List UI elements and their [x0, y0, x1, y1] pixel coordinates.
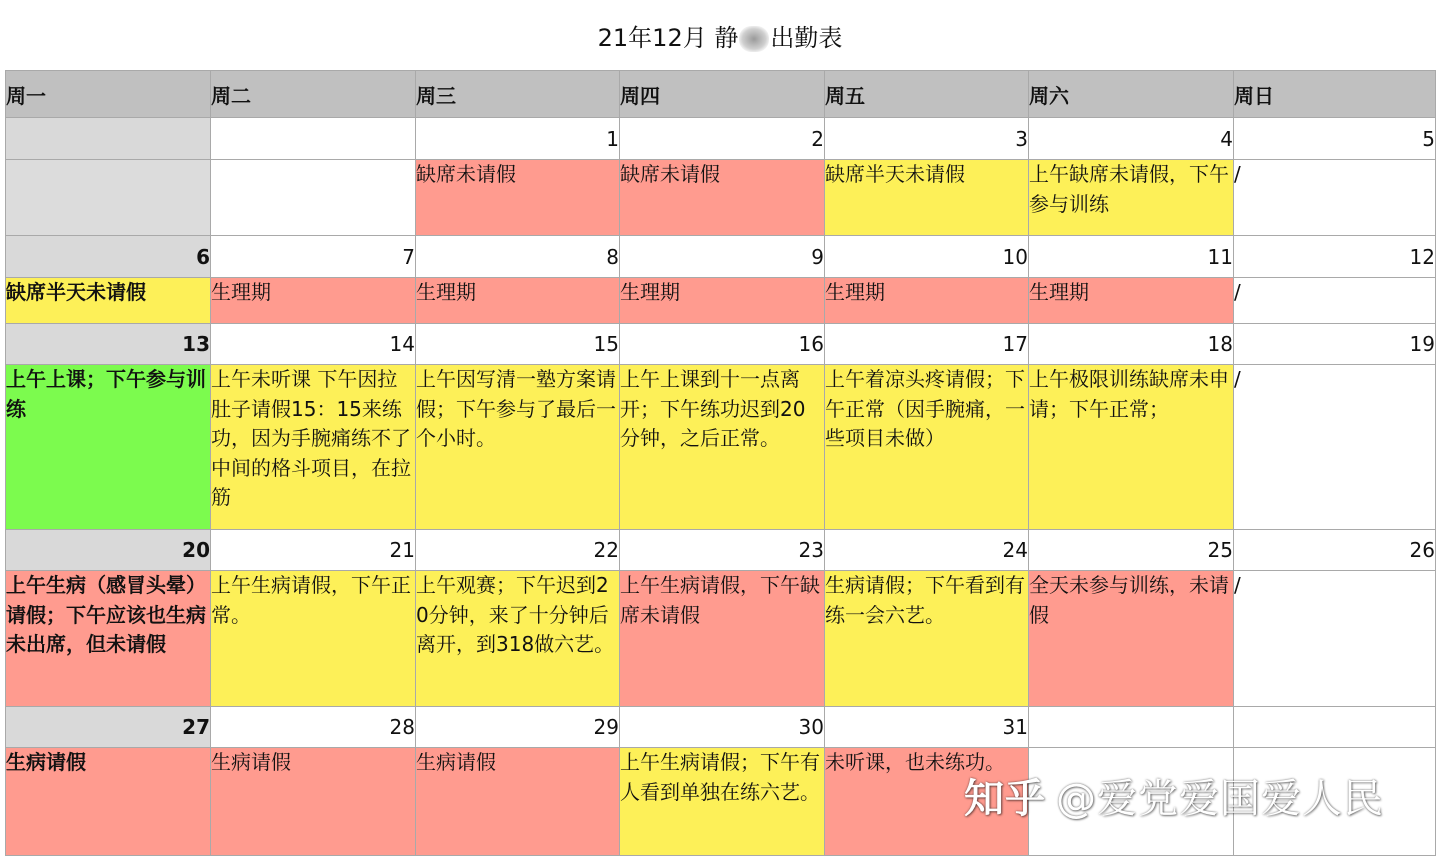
date-cell: 23	[620, 530, 825, 571]
attendance-note: 全天未参与训练，未请假	[1029, 571, 1234, 707]
attendance-note: 上午观赛；下午迟到20分钟，来了十分钟后离开，到318做六艺。	[416, 571, 620, 707]
title-prefix: 21年12月 静	[597, 24, 739, 52]
attendance-note: 缺席未请假	[416, 160, 620, 236]
attendance-calendar	[5, 70, 1436, 856]
date-cell: 28	[211, 707, 416, 748]
date-cell: 14	[211, 324, 416, 365]
weekday-header: 周一	[6, 71, 211, 118]
attendance-note: 上午着凉头疼请假；下午正常（因手腕痛，一些项目未做）	[825, 365, 1029, 530]
date-cell	[1234, 707, 1436, 748]
attendance-note: 生病请假	[416, 748, 620, 856]
date-cell: 25	[1029, 530, 1234, 571]
date-cell: 7	[211, 236, 416, 278]
date-cell: 29	[416, 707, 620, 748]
attendance-note: 上午生病请假，下午缺席未请假	[620, 571, 825, 707]
attendance-note: 上午未听课 下午因拉肚子请假15：15来练功，因为手腕痛练不了中间的格斗项目，在拉筋	[211, 365, 416, 530]
date-cell: 3	[825, 118, 1029, 160]
date-cell: 27	[6, 707, 211, 748]
attendance-note: 上午因写清一塾方案请假；下午参与了最后一个小时。	[416, 365, 620, 530]
attendance-note: /	[1234, 365, 1436, 530]
date-cell: 31	[825, 707, 1029, 748]
page-title	[0, 20, 1440, 56]
attendance-note: /	[1234, 160, 1436, 236]
attendance-note: 缺席未请假	[620, 160, 825, 236]
weekday-header: 周三	[416, 71, 620, 118]
date-cell: 16	[620, 324, 825, 365]
redaction-blur	[739, 26, 769, 52]
attendance-note: 上午生病请假，下午正常。	[211, 571, 416, 707]
attendance-note: 生理期	[620, 278, 825, 324]
date-cell: 9	[620, 236, 825, 278]
attendance-note: 生病请假	[211, 748, 416, 856]
date-cell: 4	[1029, 118, 1234, 160]
attendance-note: 生病请假；下午看到有练一会六艺。	[825, 571, 1029, 707]
attendance-note: 缺席半天未请假	[6, 278, 211, 324]
date-row	[6, 530, 1436, 571]
date-cell: 20	[6, 530, 211, 571]
note-row	[6, 571, 1436, 707]
date-cell: 22	[416, 530, 620, 571]
date-cell: 19	[1234, 324, 1436, 365]
attendance-note: 生理期	[825, 278, 1029, 324]
attendance-note: 上午生病请假；下午有人看到单独在练六艺。	[620, 748, 825, 856]
date-cell	[6, 118, 211, 160]
attendance-note: 生理期	[211, 278, 416, 324]
date-cell: 30	[620, 707, 825, 748]
date-cell: 18	[1029, 324, 1234, 365]
attendance-note: /	[1234, 278, 1436, 324]
date-cell: 21	[211, 530, 416, 571]
date-cell: 11	[1029, 236, 1234, 278]
weekday-header: 周六	[1029, 71, 1234, 118]
date-cell: 24	[825, 530, 1029, 571]
watermark-brand: 知乎	[964, 776, 1046, 822]
weekday-header: 周日	[1234, 71, 1436, 118]
weekday-header: 周四	[620, 71, 825, 118]
attendance-note: /	[1234, 571, 1436, 707]
date-cell: 8	[416, 236, 620, 278]
weekday-header: 周二	[211, 71, 416, 118]
date-cell: 10	[825, 236, 1029, 278]
date-cell	[1029, 707, 1234, 748]
attendance-note: 上午生病（感冒头晕）请假；下午应该也生病未出席，但未请假	[6, 571, 211, 707]
date-cell: 15	[416, 324, 620, 365]
date-cell: 1	[416, 118, 620, 160]
zhihu-watermark	[964, 772, 1384, 826]
date-cell: 2	[620, 118, 825, 160]
date-cell	[211, 118, 416, 160]
date-cell: 13	[6, 324, 211, 365]
attendance-note	[6, 160, 211, 236]
attendance-note: 上午缺席未请假，下午参与训练	[1029, 160, 1234, 236]
attendance-note: 上午极限训练缺席未申请；下午正常；	[1029, 365, 1234, 530]
note-row	[6, 278, 1436, 324]
attendance-note: 缺席半天未请假	[825, 160, 1029, 236]
date-cell: 26	[1234, 530, 1436, 571]
date-row	[6, 118, 1436, 160]
date-cell: 5	[1234, 118, 1436, 160]
attendance-note: 生理期	[1029, 278, 1234, 324]
attendance-note: 未听课，也未练功。	[825, 748, 1029, 856]
date-row	[6, 236, 1436, 278]
note-row	[6, 365, 1436, 530]
attendance-note: 生病请假	[6, 748, 211, 856]
title-suffix: 出勤表	[770, 24, 843, 52]
date-row	[6, 707, 1436, 748]
weekday-header: 周五	[825, 71, 1029, 118]
attendance-note: 上午上课；下午参与训练	[6, 365, 211, 530]
attendance-note: 生理期	[416, 278, 620, 324]
watermark-handle: @爱党爱国爱人民	[1056, 776, 1384, 822]
date-cell: 17	[825, 324, 1029, 365]
note-row	[6, 160, 1436, 236]
weekday-header-row	[6, 71, 1436, 118]
date-row	[6, 324, 1436, 365]
date-cell: 6	[6, 236, 211, 278]
attendance-note	[211, 160, 416, 236]
attendance-note: 上午上课到十一点离开；下午练功迟到20分钟，之后正常。	[620, 365, 825, 530]
date-cell: 12	[1234, 236, 1436, 278]
